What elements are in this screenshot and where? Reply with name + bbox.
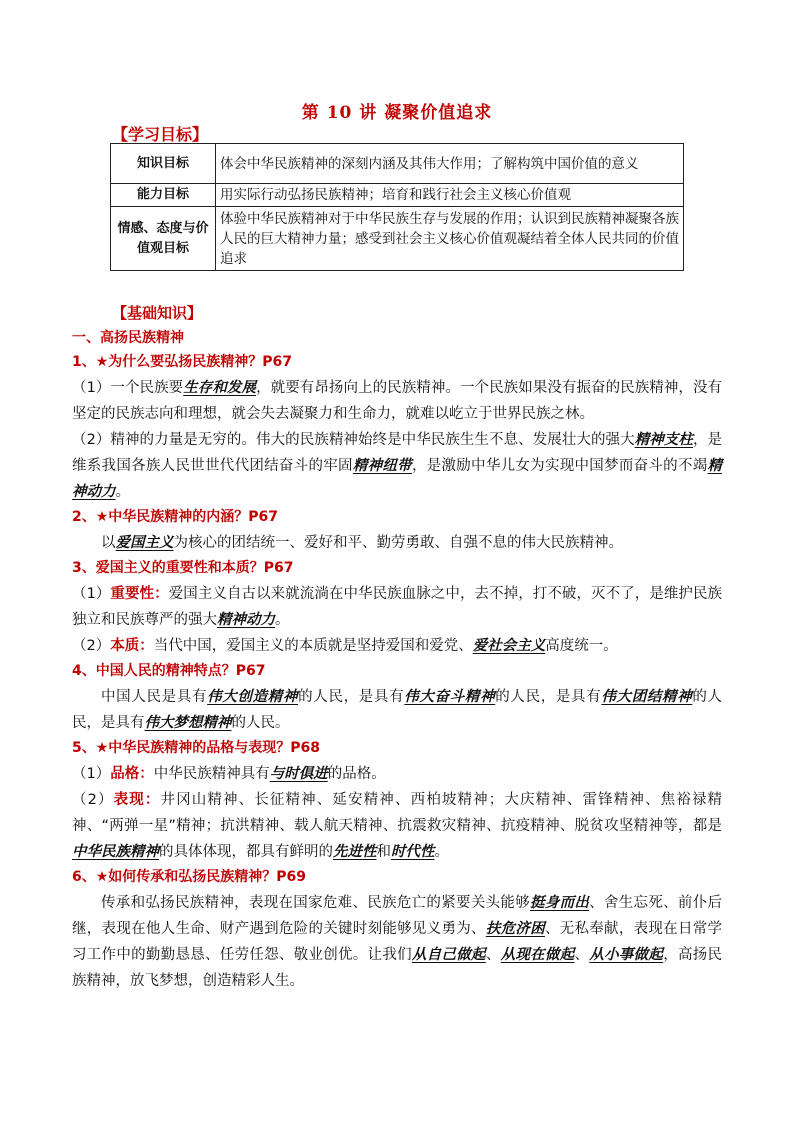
learning-goals-table (110, 143, 684, 271)
point-label: 品格： (110, 766, 154, 782)
answer-paragraph: （2）本质：当代中国，爱国主义的本质就是坚持爱国和爱党、爱社会主义高度统一。 (72, 638, 618, 654)
question-heading: 3、爱国主义的重要性和本质？P67 (72, 560, 294, 576)
answer-paragraph: （1）一个民族要生存和发展，就要有昂扬向上的民族精神。一个民族如果没有振奋的民族精神，没有坚定的民族志向和理想，就会失去凝聚力和生命力，就难以屹立于世界民族之林。 (72, 380, 723, 422)
key-term: 精神纽带 (352, 458, 412, 474)
key-term: 爱社会主义 (472, 638, 546, 654)
key-term: 爱国主义 (115, 535, 174, 551)
key-term: 伟大梦想精神 (144, 715, 232, 731)
goal-value: 体会中华民族精神的深刻内涵及其伟大作用；了解构筑中国价值的意义 (216, 144, 684, 184)
question-heading: 5、★中华民族精神的品格与表现？P68 (72, 740, 321, 756)
point-label: 重要性： (110, 586, 169, 602)
goal-key: 能力目标 (111, 184, 216, 207)
key-term: 精神支柱 (634, 432, 693, 448)
goal-value: 用实际行动弘扬民族精神；培育和践行社会主义核心价值观 (216, 184, 684, 207)
question-heading: 4、中国人民的精神特点？P67 (72, 663, 266, 679)
key-term: 时代性 (391, 844, 435, 860)
key-term: 从自己做起 (411, 947, 486, 963)
key-term: 伟大创造精神 (207, 689, 299, 705)
table-row (111, 144, 684, 184)
goal-key: 知识目标 (111, 144, 216, 184)
question-heading: 6、★如何传承和弘扬民族精神？P69 (72, 869, 307, 885)
key-term: 与时俱进 (269, 766, 328, 782)
key-term: 扶危济困 (485, 921, 545, 937)
key-term: 伟大团结精神 (601, 689, 693, 705)
answer-paragraph: 中国人民是具有伟大创造精神的人民，是具有伟大奋斗精神的人民，是具有伟大团结精神的人民，是具有伟大梦想精神的人民。 (72, 689, 723, 731)
answer-paragraph: 以爱国主义为核心的团结统一、爱好和平、勤劳勇敢、自强不息的伟大民族精神。 (101, 535, 623, 551)
goal-key: 情感、态度与价值观目标 (111, 207, 216, 271)
key-term: 精神动力 (217, 612, 275, 628)
answer-paragraph: （1）重要性：爱国主义自古以来就流淌在中华民族血脉之中，去不掉，打不破，灭不了，是维护民族独立和民族尊严的强大精神动力。 (72, 586, 723, 628)
key-term: 中华民族精神 (72, 844, 159, 860)
section-heading: 一、高扬民族精神 (72, 330, 184, 346)
question-heading: 1、★为什么要弘扬民族精神？P67 (72, 354, 293, 370)
answer-paragraph: 传承和弘扬民族精神，表现在国家危难、民族危亡的紧要关头能够挺身而出、舍生忘死、前仆后继，表现在他人生命、财产遇到危险的关键时刻能够见义勇为、扶危济困、无私奉献，表现在日常学习工作中的勤勤恳恳、任劳任怨、敬业创优。让我们从自己做起、从现在做起、从小事做起，高扬民族精神，放飞梦想，创造精彩人生。 (72, 895, 723, 989)
point-label: 本质： (110, 638, 154, 654)
basics-heading: 【基础知识】 (112, 304, 203, 322)
answer-paragraph: （2）精神的力量是无穷的。伟大的民族精神始终是中华民族生生不息、发展壮大的强大精神支柱，是维系我国各族人民世世代代团结奋斗的牢固精神纽带，是激励中华儿女为实现中国梦而奋斗的不竭精神动力。 (72, 432, 723, 500)
document-title: 第 10 讲 凝聚价值追求 (301, 103, 493, 123)
goal-value: 体验中华民族精神对于中华民族生存与发展的作用；认识到民族精神凝聚各族人民的巨大精神力量；感受到社会主义核心价值观凝结着全体人民共同的价值追求 (216, 207, 684, 271)
answer-paragraph: （2）表现：井冈山精神、长征精神、延安精神、西柏坡精神；大庆精神、雷锋精神、焦裕禄精神、“两弹一星”精神；抗洪精神、载人航天精神、抗震救灾精神、抗疫精神、脱贫攻坚精神等，都是中华民族精神的具体体现，都具有鲜明的先进性和时代性。 (72, 792, 723, 860)
key-term: 伟大奋斗精神 (404, 689, 496, 705)
table-row (111, 207, 684, 271)
key-term: 先进性 (333, 844, 377, 860)
learning-goals-heading: 【学习目标】 (112, 125, 209, 144)
question-heading: 2、★中华民族精神的内涵？P67 (72, 509, 279, 525)
point-label: 表现： (113, 792, 161, 808)
key-term: 精神动力 (72, 458, 723, 500)
answer-paragraph: （1）品格：中华民族精神具有与时俱进的品格。 (72, 766, 386, 782)
key-term: 从现在做起 (500, 947, 575, 963)
main-content (72, 300, 722, 994)
key-term: 挺身而出 (530, 895, 590, 911)
key-term: 从小事做起 (589, 947, 664, 963)
key-term: 生存和发展 (183, 380, 257, 396)
table-row (111, 184, 684, 207)
